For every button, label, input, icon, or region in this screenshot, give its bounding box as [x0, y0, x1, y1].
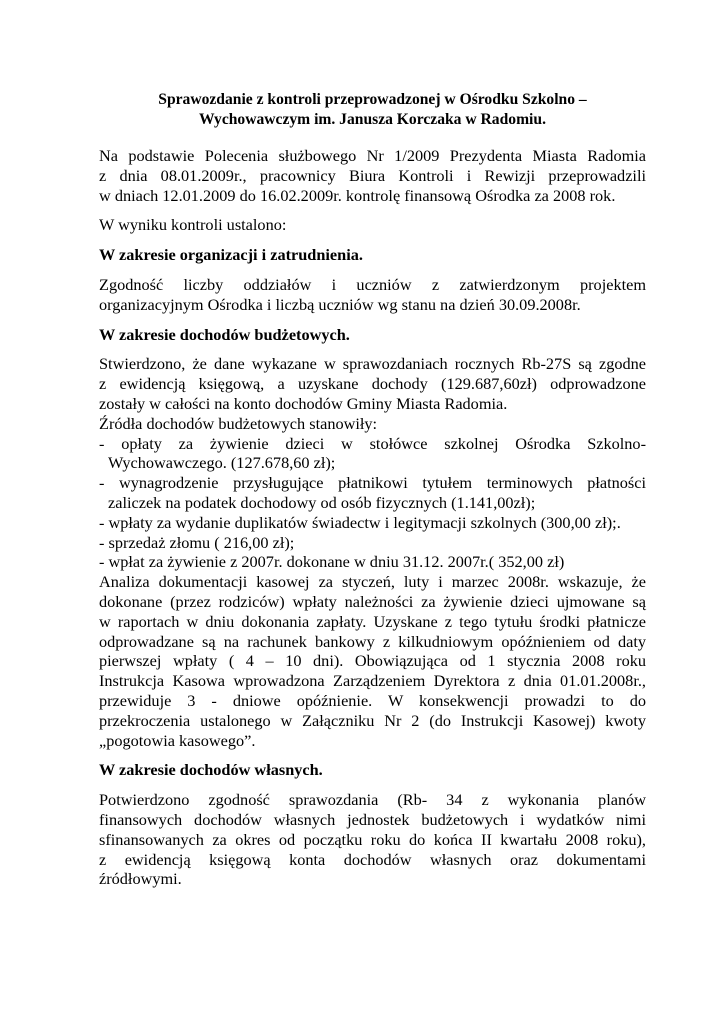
section-organization-body	[99, 275, 646, 315]
text-line: przewiduje 3 - dniowe opóźnienie. W konsekwencji prowadzi to do	[99, 690, 646, 710]
text-line: z ewidencją księgową, a uzyskane dochody (129.687,60zł) odprowadzone	[99, 374, 646, 394]
text-line: z dnia 08.01.2009r., pracownicy Biura Kontroli i Rewizji przeprowadzili	[99, 165, 646, 185]
list-item: - wpłat za żywienie z 2007r. dokonane w dniu 31.12. 2007r.( 352,00 zł)	[99, 552, 565, 572]
text-line: Zgodność liczby oddziałów i uczniów z zatwierdzonym projektem	[99, 274, 646, 294]
text-line: Potwierdzono zgodność sprawozdania (Rb- 34 z wykonania planów	[99, 790, 646, 810]
document-title	[99, 90, 646, 129]
text-line: „pogotowia kasowego”.	[99, 730, 256, 750]
text-line: z ewidencją księgową konta dochodów własnych oraz dokumentami	[99, 849, 646, 869]
list-item: - opłaty za żywienie dzieci w stołówce szkolnej Ośrodka Szkolno-	[99, 433, 646, 453]
list-item: - wpłaty za wydanie duplikatów świadectw i legitymacji szkolnych (300,00 zł);.	[99, 512, 621, 532]
text-line: przekroczenia ustalonego w Załączniku Nr 2 (do Instrukcji Kasowej) kwoty	[99, 710, 646, 730]
text-line: Źródła dochodów budżetowych stanowiły:	[99, 413, 378, 433]
text-line: Na podstawie Polecenia służbowego Nr 1/2009 Prezydenta Miasta Radomia	[99, 146, 646, 165]
document-page	[99, 90, 646, 889]
result-intro: W wyniku kontroli ustalono:	[99, 215, 287, 235]
title-line-1: Sprawozdanie z kontroli przeprowadzonej w Ośrodku Szkolno –	[158, 91, 587, 108]
section-own-income-body	[99, 790, 646, 889]
section-heading-budget-income: W zakresie dochodów budżetowych.	[99, 324, 350, 344]
intro-paragraph	[99, 146, 646, 205]
text-line: źródłowymi.	[99, 869, 182, 889]
text-line: finansowych dochodów własnych jednostek budżetowych i wydatków nimi	[99, 809, 646, 829]
section-heading-organization: W zakresie organizacji i zatrudnienia.	[99, 245, 363, 265]
text-line: w raportach w dniu dokonania zapłaty. Uzyskane z tego tytułu środki płatnicze	[99, 611, 646, 631]
title-line-2: Wychowawczym im. Janusza Korczaka w Radomiu.	[199, 110, 546, 128]
text-line: Analiza dokumentacji kasowej za styczeń, luty i marzec 2008r. wskazuje, że	[99, 572, 646, 592]
list-item-continuation: Wychowawczego. (127.678,60 zł);	[108, 453, 336, 473]
text-line: zostały w całości na konto dochodów Gminy Miasta Radomia.	[99, 393, 508, 413]
text-line: Instrukcja Kasowa wprowadzona Zarządzeniem Dyrektora z dnia 01.01.2008r.,	[99, 671, 646, 691]
list-item: - sprzedaż złomu ( 216,00 zł);	[99, 532, 295, 552]
text-line: w dniach 12.01.2009 do 16.02.2009r. kontrolę finansową Ośrodka za 2008 rok.	[99, 185, 616, 205]
text-line: pierwszej wpłaty ( 4 – 10 dni). Obowiązująca od 1 stycznia 2008 roku	[99, 651, 646, 671]
list-item-continuation: zaliczek na podatek dochodowy od osób fizycznych (1.141,00zł);	[108, 492, 536, 512]
section-heading-own-income: W zakresie dochodów własnych.	[99, 760, 323, 780]
section-budget-income-body	[99, 354, 646, 750]
list-item: - wynagrodzenie przysługujące płatnikowi tytułem terminowych płatności	[99, 473, 646, 493]
text-line: sfinansowanych za okres od początku roku do końca II kwartału 2008 roku),	[99, 829, 646, 849]
text-line: dokonane (przez rodziców) wpłaty należności za żywienie dzieci ujmowane są	[99, 591, 646, 611]
text-line: Stwierdzono, że dane wykazane w sprawozdaniach rocznych Rb-27S są zgodne	[99, 354, 646, 374]
text-line: odprowadzane są na rachunek bankowy z kilkudniowym opóźnieniem od daty	[99, 631, 646, 651]
text-line: organizacyjnym Ośrodka i liczbą uczniów wg stanu na dzień 30.09.2008r.	[99, 294, 581, 314]
